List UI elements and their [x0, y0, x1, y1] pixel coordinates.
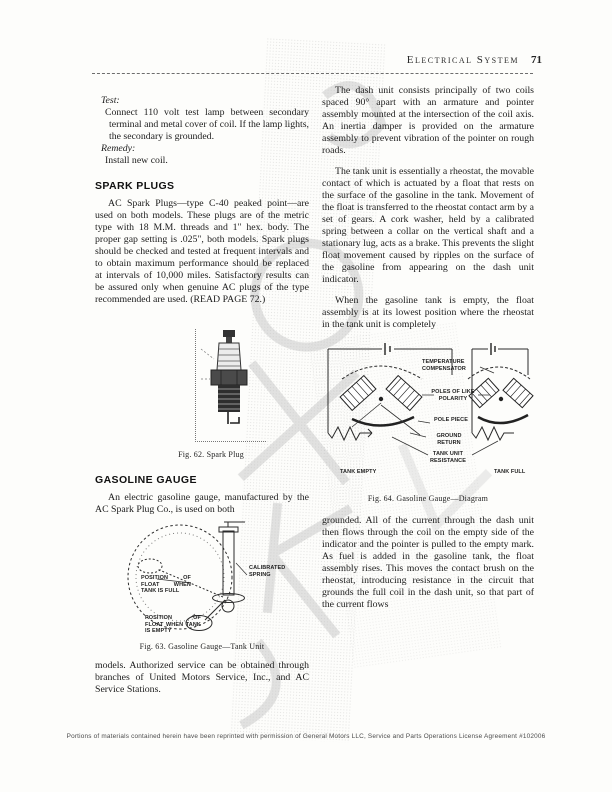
figure-spark-plug — [95, 311, 309, 461]
grounded-paragraph: grounded. All of the current through the dash unit then flows through the coil on the empty side of the indicator and the pointer is pulled to the empty mark. As fuel is added in the gasoline tank, the float assembly rises. This moves the contact brush on the rheostat, introducing resistance in the circuit that grounds the full coil in the dash unit, so that part of the current flows — [322, 515, 534, 610]
fig63-label-float-empty: POSITION OF FLOAT WHEN TANK IS EMPTY — [145, 615, 201, 634]
dash-unit-paragraph: The dash unit consists principally of two coils spaced 90° apart with an armature and pointer assembly mounted at the intersection of the coil axis. An inertia damper is provided on the armature assembly to prevent vibration of the pointer on rough roads. — [322, 85, 534, 156]
remedy-label: Remedy: — [101, 143, 136, 154]
fig64-label-tank-full: TANK FULL — [494, 469, 526, 475]
spark-plugs-heading: SPARK PLUGS — [95, 180, 175, 192]
fig64-caption: Fig. 64. Gasoline Gauge—Diagram — [367, 494, 489, 503]
spark-plugs-paragraph: AC Spark Plugs—type C-40 peaked point—are used on both models. These plugs are of the metric type with 18 M.M. threads and 1" hex. body. The proper gap setting is .025", both models. Spark plugs should be checked and tested at frequent intervals and to obtain maximum performance should be replaced at intervals of 10,000 miles. Satisfactory results can be assured only when genuine AC plugs of the type recommended are used. (READ PAGE 72.) — [95, 198, 309, 305]
header-rule — [92, 73, 533, 74]
fig64-label-tank-unit-resistance: TANK UNIT RESISTANCE — [429, 451, 467, 464]
fig64-label-pole-piece: POLE PIECE — [434, 417, 469, 423]
gasoline-paragraph-1: An electric gasoline gauge, manufactured by the AC Spark Plug Co., is used on both — [95, 492, 309, 515]
tank-empty-paragraph: When the gasoline tank is empty, the float assembly is at its lowest position where the rheostat in the tank unit is completely — [322, 295, 534, 330]
figure-gauge-diagram — [322, 337, 534, 505]
test-paragraph: Connect 110 volt test lamp between secondary terminal and metal cover of coil. If the lamp lights, the secondary is grounded. — [105, 107, 309, 142]
fig64-label-temperature-compensator: TEMPERATURE COMPENSATOR — [422, 359, 466, 372]
page-header — [407, 54, 542, 66]
fig64-label-ground-return: GROUND RETURN — [436, 433, 462, 446]
fig63-caption: Fig. 63. Gasoline Gauge—Tank Unit — [139, 642, 265, 651]
page-number: 71 — [531, 54, 542, 66]
spark-plug-drawing — [195, 329, 266, 442]
remedy-paragraph: Install new coil. — [105, 155, 168, 166]
fig62-caption: Fig. 62. Spark Plug — [178, 450, 244, 459]
test-label: Test: — [101, 95, 120, 106]
license-footer: Portions of materials contained herein have been reprinted with permission of General Motors LLC, Service and Parts Operations License Agreement #102006 — [66, 733, 546, 740]
gasoline-paragraph-2: models. Authorized service can be obtained through branches of United Motors Service, Inc., and AC Service Stations. — [95, 660, 309, 695]
tank-unit-drawing — [95, 521, 309, 639]
fig63-label-calibrated-spring: CALIBRATED SPRING — [249, 565, 286, 578]
fig63-label-float-full: POSITION OF FLOAT WHEN TANK IS FULL — [141, 575, 191, 594]
fig64-label-tank-empty: TANK EMPTY — [340, 469, 377, 475]
fig64-label-poles-of-like-polarity: POLES OF LIKE POLARITY — [431, 389, 475, 402]
left-column — [95, 95, 309, 696]
right-column — [322, 85, 534, 611]
figure-tank-unit — [95, 521, 309, 653]
section-title: Electrical System — [406, 54, 519, 66]
tank-unit-paragraph: The tank unit is essentially a rheostat, the movable contact of which is actuated by a float that rests on the surface of the gasoline in the tank. Movement of the float is transferred to the rheostat contact arm by a set of gears. A cork washer, held by a calibrated spring between a collar on the vertical shaft and a stationary lug, acts as a brake. This prevents the slight float movement caused by ripples on the surface of the gasoline from appearing on the dash unit indicator. — [322, 166, 534, 285]
gasoline-gauge-heading: GASOLINE GAUGE — [95, 474, 197, 486]
